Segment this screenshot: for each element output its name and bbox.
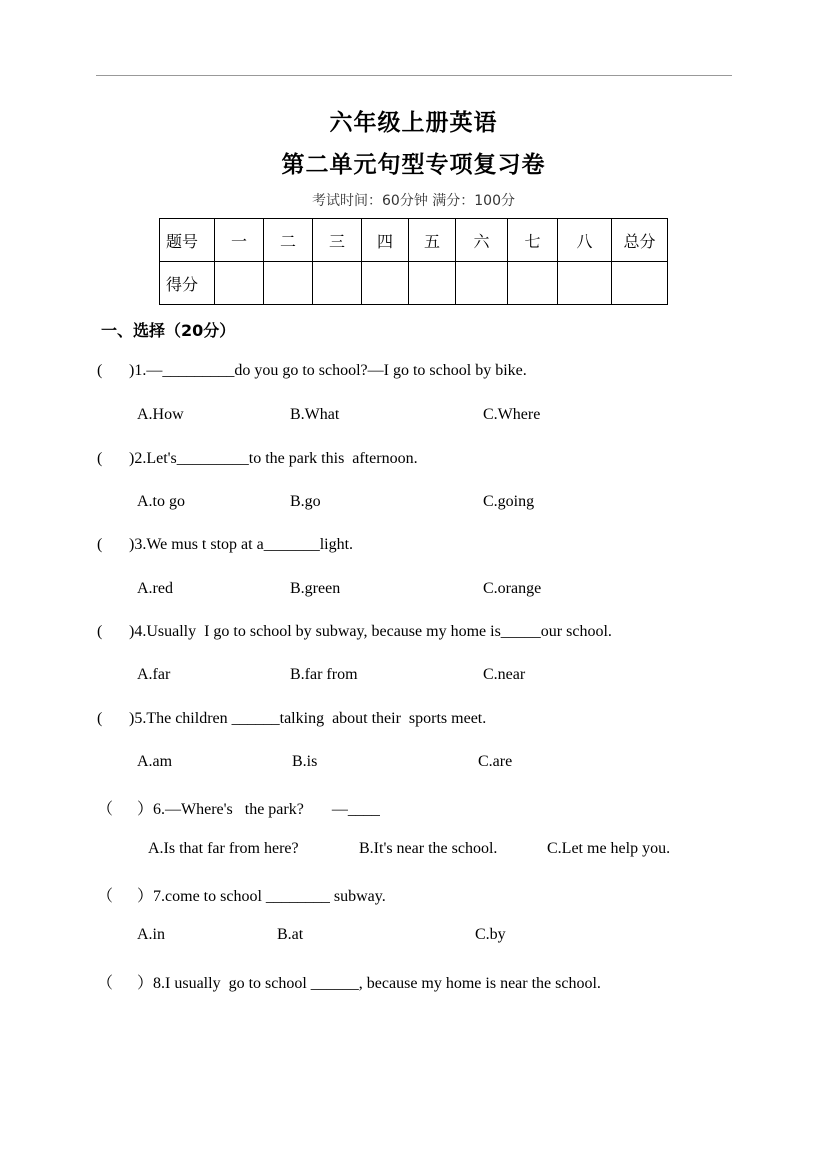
- score-table-cell: 五: [409, 219, 456, 262]
- score-table-cell: 得分: [160, 262, 215, 305]
- exam-info: 考试时间：60分钟 满分：100分: [312, 193, 515, 209]
- score-table-header-row: [160, 219, 668, 262]
- score-input-cell[interactable]: [313, 262, 362, 305]
- question-3: ( )3.We mus t stop at a_______light.: [97, 536, 354, 553]
- question-4: ( )4.Usually I go to school by subway, because my home is_____our school.: [97, 623, 612, 640]
- score-table-cell: 四: [362, 219, 409, 262]
- question-stem: 5.The children ______talking about their sports meet.: [134, 710, 487, 727]
- option-a[interactable]: A.red: [137, 580, 173, 597]
- option-b[interactable]: B.green: [290, 580, 341, 597]
- score-table-cell: 三: [313, 219, 362, 262]
- question-6: （ ）6.—Where's the park? —____: [97, 796, 380, 819]
- score-table-score-row: [160, 262, 668, 305]
- option-c[interactable]: C.are: [478, 753, 513, 770]
- option-c[interactable]: C.Where: [483, 406, 541, 423]
- page-title: 六年级上册英语: [329, 109, 498, 136]
- score-input-cell[interactable]: [456, 262, 508, 305]
- score-input-cell[interactable]: [362, 262, 409, 305]
- score-table-cell: 一: [215, 219, 264, 262]
- option-b[interactable]: B.What: [290, 406, 340, 423]
- question-2: ( )2.Let's_________to the park this afternoon.: [97, 450, 418, 467]
- question-stem: 2.Let's_________to the park this afternoon.: [134, 450, 418, 467]
- question-stem: 6.—Where's the park? —____: [153, 801, 380, 818]
- score-input-cell[interactable]: [264, 262, 313, 305]
- option-b[interactable]: B.at: [277, 926, 304, 943]
- option-b[interactable]: B.It's near the school.: [359, 840, 498, 857]
- score-input-cell[interactable]: [215, 262, 264, 305]
- option-a[interactable]: A.am: [137, 753, 173, 770]
- option-a[interactable]: A.Is that far from here?: [148, 840, 299, 857]
- answer-paren[interactable]: （: [97, 888, 114, 905]
- option-c[interactable]: C.going: [483, 493, 535, 510]
- score-table-cell: 七: [508, 219, 558, 262]
- score-table-cell: 六: [456, 219, 508, 262]
- answer-paren[interactable]: （: [97, 801, 114, 818]
- score-input-cell[interactable]: [409, 262, 456, 305]
- option-b[interactable]: B.far from: [290, 666, 358, 683]
- question-5: ( )5.The children ______talking about their sports meet.: [97, 710, 487, 727]
- option-a[interactable]: A.How: [137, 406, 184, 423]
- question-8: （ ）8.I usually go to school ______, because my home is near the school.: [97, 970, 601, 993]
- score-table-cell: 八: [558, 219, 612, 262]
- question-stem: 1.—_________do you go to school?—I go to school by bike.: [134, 362, 527, 379]
- top-rule: [96, 75, 732, 76]
- section-heading: 一、选择（20分）: [101, 321, 236, 340]
- question-stem: 7.come to school ________ subway.: [153, 888, 386, 905]
- option-c[interactable]: C.orange: [483, 580, 542, 597]
- answer-paren[interactable]: (: [97, 362, 103, 379]
- question-stem: 4.Usually I go to school by subway, because my home is_____our school.: [134, 623, 612, 640]
- answer-paren[interactable]: (: [97, 450, 103, 467]
- score-table: [159, 218, 668, 305]
- answer-paren[interactable]: (: [97, 536, 103, 553]
- score-table-cell: 总分: [612, 219, 668, 262]
- score-input-cell[interactable]: [558, 262, 612, 305]
- answer-paren[interactable]: (: [97, 710, 103, 727]
- score-input-cell[interactable]: [508, 262, 558, 305]
- page-subtitle-title: 第二单元句型专项复习卷: [281, 151, 546, 178]
- answer-paren[interactable]: (: [97, 623, 103, 640]
- score-input-cell[interactable]: [612, 262, 668, 305]
- question-1: ( )1.—_________do you go to school?—I go to school by bike.: [97, 362, 527, 379]
- option-c[interactable]: C.near: [483, 666, 526, 683]
- question-stem: 8.I usually go to school ______, because my home is near the school.: [153, 975, 601, 992]
- option-a[interactable]: A.to go: [137, 493, 185, 510]
- option-b[interactable]: B.is: [292, 753, 318, 770]
- option-a[interactable]: A.far: [137, 666, 171, 683]
- option-a[interactable]: A.in: [137, 926, 165, 943]
- option-b[interactable]: B.go: [290, 493, 321, 510]
- option-c[interactable]: C.Let me help you.: [547, 840, 671, 857]
- option-c[interactable]: C.by: [475, 926, 506, 943]
- answer-paren[interactable]: （: [97, 975, 114, 992]
- score-table-cell: 二: [264, 219, 313, 262]
- question-stem: 3.We mus t stop at a_______light.: [134, 536, 354, 553]
- question-7: （ ）7.come to school ________ subway.: [97, 883, 386, 906]
- score-table-cell: 题号: [160, 219, 215, 262]
